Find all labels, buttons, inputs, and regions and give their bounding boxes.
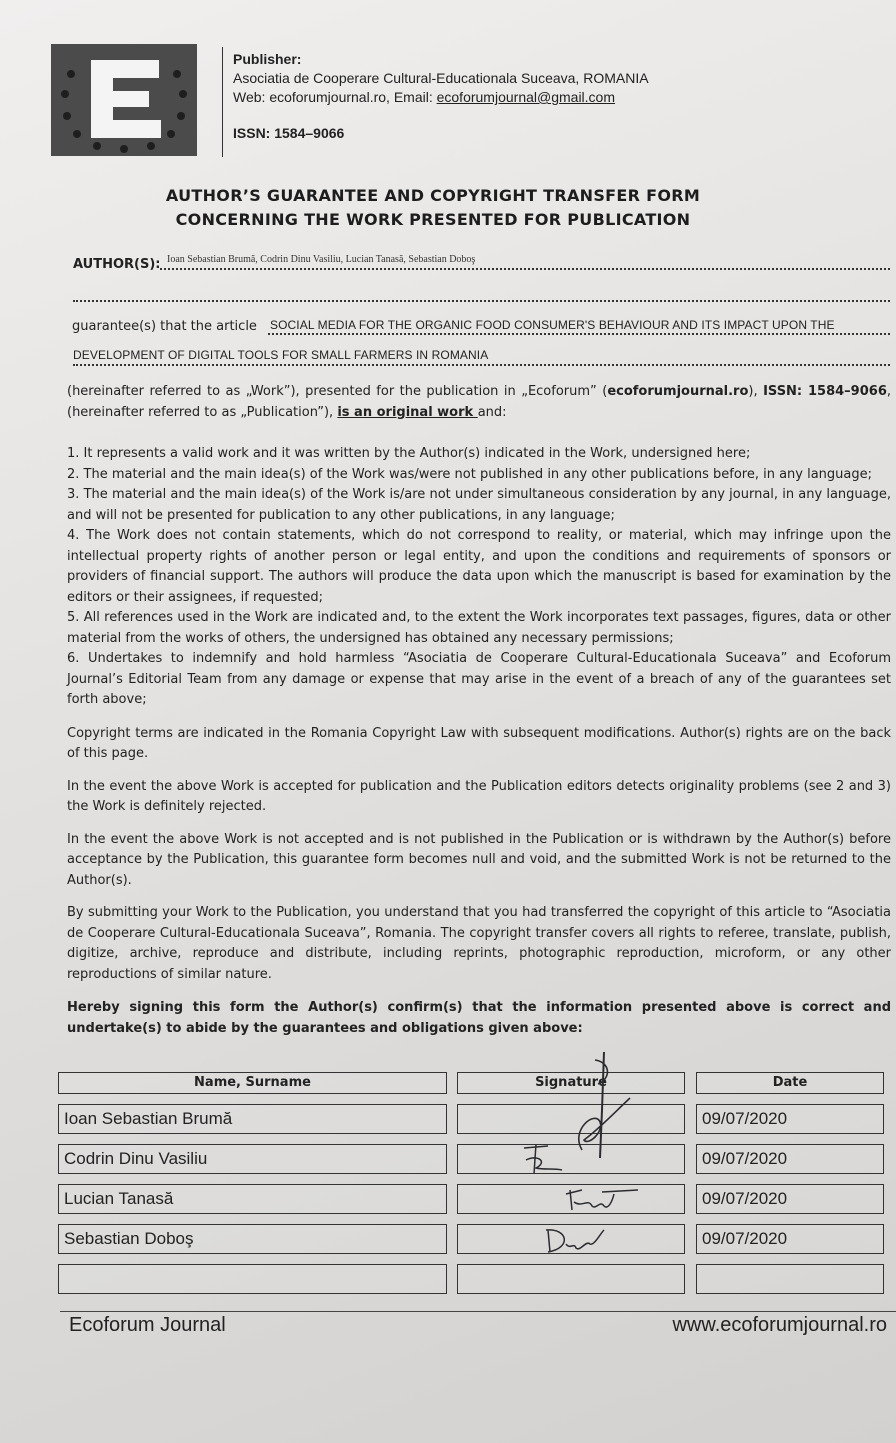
row4-name[interactable]: Sebastian Doboş: [58, 1224, 447, 1254]
row5-signature[interactable]: [457, 1264, 685, 1294]
authors-label: AUTHOR(S):: [73, 257, 161, 272]
clause-item: 6. Undertakes to indemnify and hold harmless “Asociatia de Cooperare Cultural-Educationala Suceava” and Ecoforum Journal’s Editorial Team from any damage or expense that may arise in the event of a breach of any of the guarantees set forth above;: [67, 651, 891, 707]
authors-value: Ioan Sebastian Brumă, Codrin Dinu Vasiliu, Lucian Tanasă, Sebastian Doboş: [167, 254, 476, 265]
clause-item: 2. The material and the main idea(s) of the Work was/were not published in any other publications before, in any language;: [67, 466, 873, 482]
row2-name[interactable]: Codrin Dinu Vasiliu: [58, 1144, 447, 1174]
intro-issn: ISSN: 1584–9066: [763, 384, 887, 399]
authors-dotted-line-2: [73, 300, 890, 302]
footer-divider: [60, 1311, 896, 1312]
clause-item: 3. The material and the main idea(s) of the Work is/are not under simultaneous consideration by any journal, in any language, and will not be presented for publication to any other publications, in any language;: [67, 487, 891, 523]
article-title-line1: SOCIAL MEDIA FOR THE ORGANIC FOOD CONSUMER'S BEHAVIOUR AND ITS IMPACT UPON THE: [270, 318, 835, 332]
publisher-name: Asociatia de Cooperare Cultural-Educationala Suceava, ROMANIA: [233, 70, 649, 86]
intro-text-2: ),: [748, 384, 764, 399]
row5-name[interactable]: [58, 1264, 447, 1294]
intro-text-3: , (hereinafter referred to as „Publication”),: [67, 384, 892, 420]
header-divider: [222, 47, 223, 157]
web-text: Web: ecoforumjournal.ro, Email:: [233, 89, 437, 105]
intro-site: ecoforumjournal.ro: [607, 384, 749, 399]
publisher-block: [233, 50, 649, 143]
clause-item: 1. It represents a valid work and it was written by the Author(s) indicated in the Work, undersigned here;: [67, 446, 751, 461]
signature-3-icon: [562, 1180, 642, 1216]
form-title-line2: CONCERNING THE WORK PRESENTED FOR PUBLICATION: [175, 210, 691, 229]
article-dotted-line: [268, 333, 890, 335]
header-date: Date: [696, 1072, 884, 1094]
intro-text-1: (hereinafter referred to as „Work”), presented for the publication in „Ecoforum” (: [67, 384, 608, 399]
withdrawal-paragraph: In the event the above Work is not accepted and is not published in the Publication or is withdrawn by the Author(s) before acceptance by the Publication, this guarantee form becomes null and void, and the submitted Work is not be returned to the Author(s).: [67, 831, 891, 888]
article-title-line2: DEVELOPMENT OF DIGITAL TOOLS FOR SMALL FARMERS IN ROMANIA: [73, 348, 489, 362]
signature-2-icon: [518, 1140, 568, 1180]
row4-date[interactable]: 09/07/2020: [696, 1224, 884, 1254]
authors-dotted-line: [160, 268, 890, 270]
intro-paragraph: [67, 382, 891, 423]
row5-date[interactable]: [696, 1264, 884, 1294]
header-signature: Signature: [457, 1072, 685, 1094]
footer-website[interactable]: www.ecoforumjournal.ro: [672, 1314, 887, 1336]
confirmation-paragraph: Hereby signing this form the Author(s) confirm(s) that the information presented above is correct and undertake(s) to abide by the guarantees and obligations given above:: [67, 1000, 891, 1036]
logo-e-icon: [51, 44, 197, 156]
row1-name[interactable]: Ioan Sebastian Brumă: [58, 1104, 447, 1134]
intro-text-4: and:: [477, 404, 507, 420]
header-name: Name, Surname: [58, 1072, 447, 1094]
publisher-issn: ISSN: 1584–9066: [233, 125, 345, 141]
clause-item: 4. The Work does not contain statements, which do not correspond to reality, or material, which may infringe upon the intellectual property rights of another person or legal entity, and upon the conditions and requirements of sponsors or providers of financial support. The authors will produce the data upon which the manuscript is based for examination by the editors or their assignees, if requested;: [67, 528, 891, 605]
email-link[interactable]: ecoforumjournal@gmail.com: [436, 89, 615, 105]
rejection-paragraph: In the event the above Work is accepted for publication and the Publication editors detects originality problems (see 2 and 3) the Work is definitely rejected.: [67, 778, 891, 814]
row1-date[interactable]: 09/07/2020: [696, 1104, 884, 1134]
form-body: [67, 382, 891, 1039]
row3-date[interactable]: 09/07/2020: [696, 1184, 884, 1214]
intro-original-work: is an original work: [337, 404, 478, 420]
signature-4-icon: [540, 1222, 610, 1258]
row3-name[interactable]: Lucian Tanasă: [58, 1184, 447, 1214]
article-dotted-line-2: [73, 364, 890, 366]
copyright-paragraph: Copyright terms are indicated in the Romania Copyright Law with subsequent modifications. Author(s) rights are on the back of this page.: [67, 725, 891, 761]
publisher-label: Publisher:: [233, 51, 302, 67]
clauses-list: [67, 444, 891, 711]
ecoforum-logo: [51, 44, 197, 156]
footer-journal-name: Ecoforum Journal: [69, 1314, 226, 1336]
form-title-line1: AUTHOR’S GUARANTEE AND COPYRIGHT TRANSFER FORM: [165, 186, 701, 205]
transfer-paragraph: By submitting your Work to the Publication, you understand that you had transferred the copyright of this article to “Asociatia de Cooperare Cultural-Educationala Suceava”, Romania. The copyright transfer covers all rights to referee, translate, publish, digitize, archive, reproduce and distribute, including reprints, photographic reproduction, microform, or any other reproductions of similar nature.: [67, 905, 891, 982]
article-prefix: guarantee(s) that the article: [72, 319, 257, 334]
clause-item: 5. All references used in the Work are indicated and, to the extent the Work incorporates text passages, figures, data or other material from the works of others, the undersigned has obtained any necessary permissions;: [67, 610, 891, 646]
row2-date[interactable]: 09/07/2020: [696, 1144, 884, 1174]
publisher-web: [233, 88, 649, 107]
